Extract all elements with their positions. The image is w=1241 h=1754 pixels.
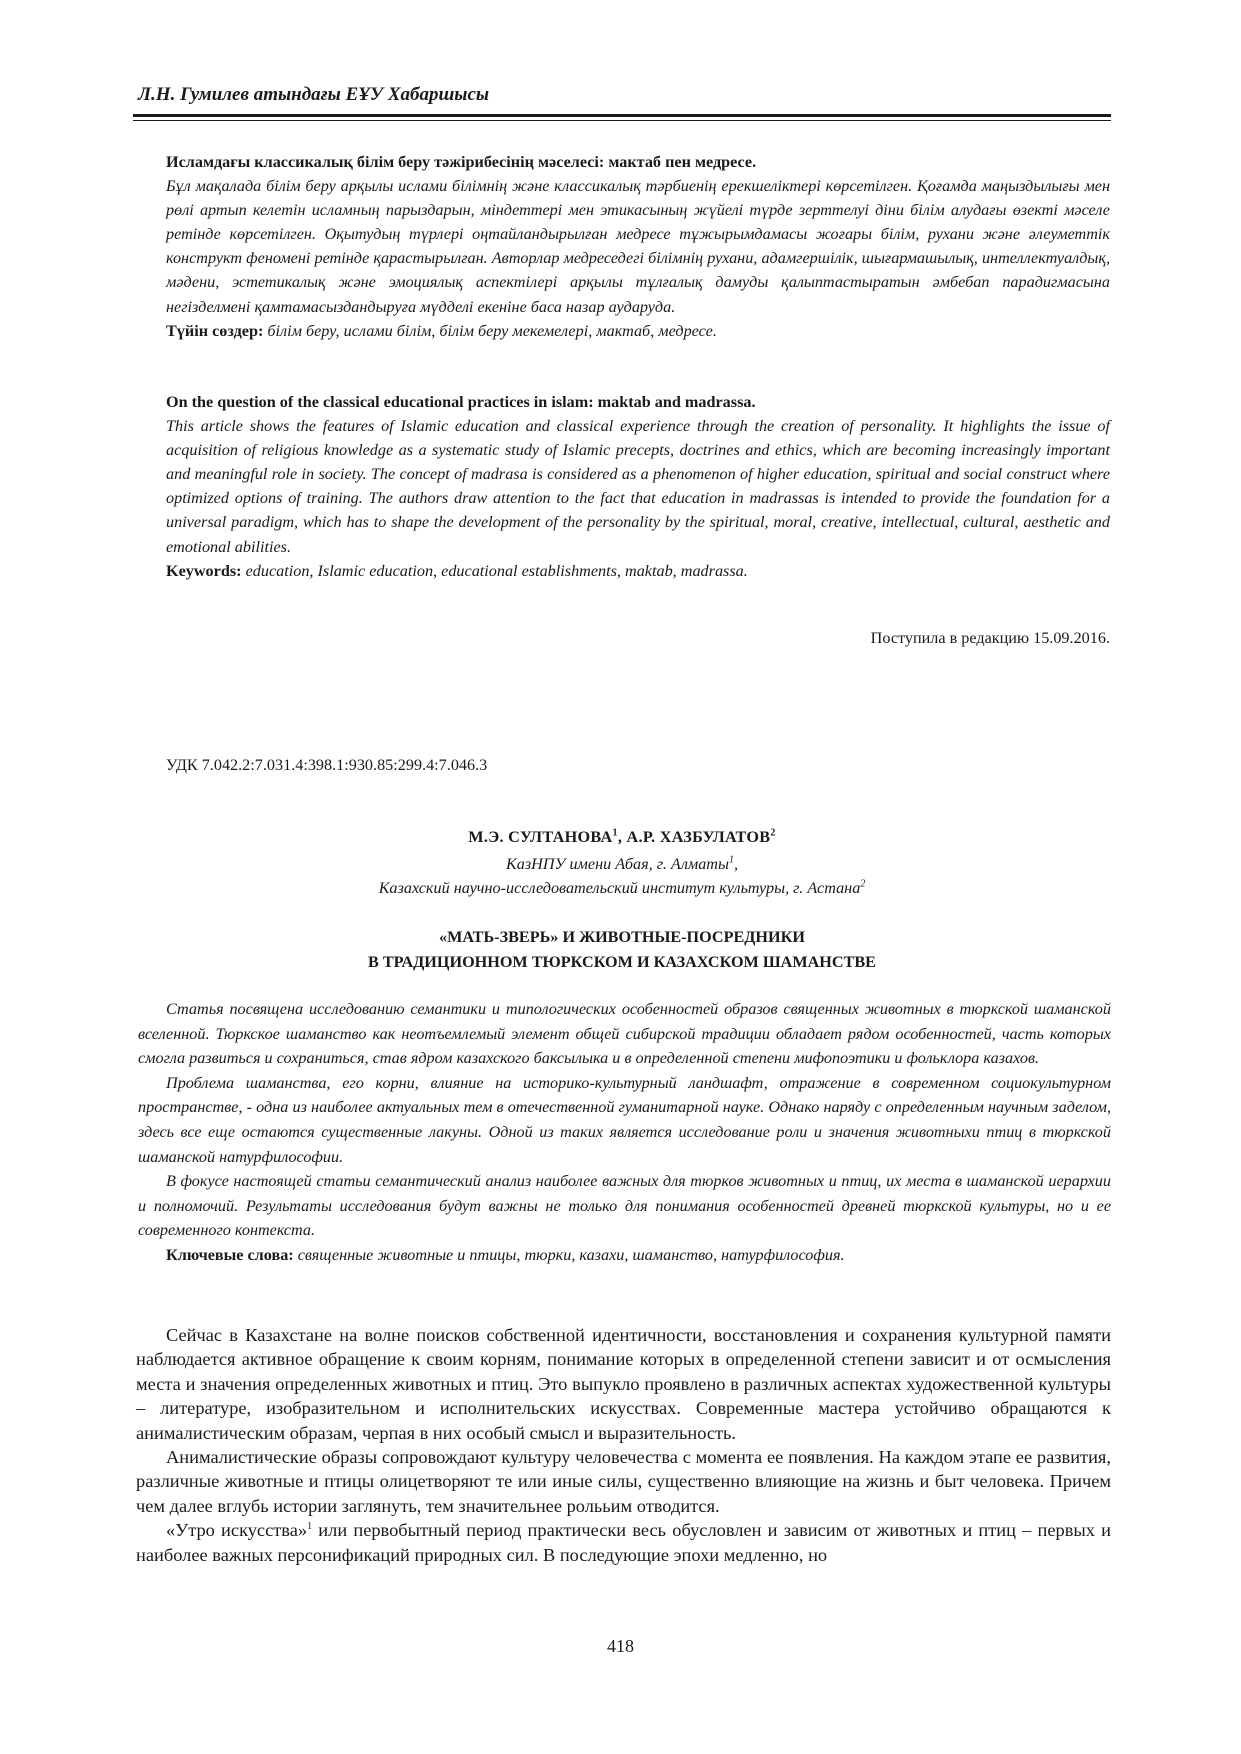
kazakh-abstract-body: Бұл мақалада білім беру арқылы ислами білімнің және классикалық тәрбиенің ерекшеліктері көрсетілген. Қоғамда маңыздылығы мен рөлі артып келетін исламның парыздарын, міндеттері мен этикасының жүйелі түрде зерттелуі діни білім алудағы өзекті мәселе ретінде көрсетілген. Оқытудың түрлері оңтайландырылған медресе тұжырымдамасы жоғары білім, рухани және әлеуметтік конструкт феномені ретінде қарастырылған. Авторлар медреседегі білімнің рухани, адамгершілік, шығармашылық, интеллектуалдық, мәдени, эстетикалық және эмоциялық аспектілері арқылы тұлғалық дамуды қалыптастыратын әмбебап парадигмасына негізделмені қамтамасыздандыруға мүдделі екеніне баса назар аударуда. (166, 177, 1110, 316)
article-body (136, 1323, 1111, 1567)
author-1: М.Э. СУЛТАНОВА (468, 828, 613, 846)
affiliation-2-text: Казахский научно-исследовательский институт культуры, г. Астана (378, 879, 861, 897)
english-keywords-list: education, Islamic education, educational establishments, maktab, madrassa. (245, 561, 748, 580)
affiliation-2 (133, 879, 1111, 898)
kazakh-keywords (166, 319, 1110, 343)
author-separator: , (617, 828, 627, 846)
footnote-ref-1: 1 (307, 1521, 313, 1533)
body-paragraph-2: Анималистические образы сопровождают культуру человечества с момента ее появления. На каждом этапе ее развития, различные животные и птицы олицетворяют те или иные силы, существенно влияющие на жизнь и быт человека. Причем чем далее вглубь истории заглянуть, тем значительнее ролььим отводится. (136, 1447, 1111, 1516)
author-2-sup: 2 (770, 827, 776, 839)
russian-keywords (138, 1243, 1111, 1268)
header-rule-thick (133, 114, 1111, 117)
author-2: А.Р. ХАЗБУЛАТОВ (626, 828, 771, 846)
article-title-line-1: «МАТЬ-ЗВЕРЬ» И ЖИВОТНЫЕ-ПОСРЕДНИКИ (439, 928, 805, 946)
kazakh-keywords-list: білім беру, ислами білім, білім беру мекемелері, мактаб, медресе. (267, 321, 717, 340)
affiliation-2-sup: 2 (860, 878, 866, 890)
running-title: Л.Н. Гумилев атындағы ЕҰУ Хабаршысы (138, 84, 490, 105)
author-1-sup: 1 (612, 827, 618, 839)
body-paragraph-3-start: «Утро искусства» (166, 1520, 308, 1541)
body-paragraph-3-rest: или первобытный период практически весь обусловлен и зависим от животных и птиц – первых и наиболее важных персонификаций природных сил. В последующие эпохи медленно, но (136, 1520, 1111, 1565)
russian-keywords-label: Ключевые слова: (166, 1245, 294, 1264)
english-keywords (166, 559, 1110, 583)
article-title-line-2: В ТРАДИЦИОННОМ ТЮРКСКОМ И КАЗАХСКОМ ШАМАНСТВЕ (368, 953, 876, 971)
page-number: 418 (607, 1636, 634, 1656)
header-rule-thin (133, 120, 1111, 121)
affiliation-1: КазНПУ имени Абая, г. Алматы$^1$, (505, 854, 739, 873)
authors-line (133, 828, 1111, 847)
received-date: Поступила в редакцию 15.09.2016. (870, 629, 1110, 647)
russian-abstract-p3: В фокусе настоящей статьи семантический анализ наиболее важных для тюрков животных и птиц, их места в шаманской иерархии и полномочий. Результаты исследования будут важны не только для понимания особенностей древней тюркской культуры, но и ее современного контекста. (138, 1172, 1111, 1240)
english-abstract (166, 390, 1110, 583)
russian-keywords-list: священные животные и птицы, тюрки, казахи, шаманство, натурфилософия. (297, 1245, 845, 1264)
kazakh-keywords-label: Түйін сөздер: (166, 321, 264, 340)
russian-abstract (138, 997, 1111, 1268)
article-title (133, 925, 1111, 975)
body-paragraph-3 (136, 1518, 1111, 1567)
russian-abstract-p2: Проблема шаманства, его корни, влияние на историко-культурный ландшафт, отражение в современном социокультурном пространстве, - одна из наиболее актуальных тем в отечественной гуманитарной науке. Однако наряду с определенным научным заделом, здесь все еще остаются существенные лакуны. Одной из таких является исследование роли и значения животныхи птиц в тюркской шаманской натурфилософии. (138, 1073, 1111, 1166)
kazakh-abstract (166, 150, 1110, 343)
russian-abstract-p1: Статья посвящена исследованию семантики и типологических особенностей образов священных животных в тюркской шаманской вселенной. Тюркское шаманство как неотъемлемый элемент общей сибирской традиции обладает рядом особенностей, часть которых смогла развиться и сохраниться, став ядром казахского баксылыка и в определенной степени мифопоэтики и фольклора казахов. (138, 1000, 1111, 1068)
udk-code: УДК 7.042.2:7.031.4:398.1:930.85:299.4:7.046.3 (166, 756, 488, 774)
english-abstract-title: On the question of the classical educational practices in islam: maktab and madrassa. (166, 393, 756, 411)
english-abstract-body: This article shows the features of Islamic education and classical experience through the creation of personality. It highlights the issue of acquisition of religious knowledge as a systematic study of Islamic precepts, doctrines and ethics, which are becoming increasingly important and meaningful role in society. The concept of madrasa is considered as a phenomenon of higher education, spiritual and social construct where optimized options of training. The authors draw attention to the fact that education in madrassas is intended to provide the foundation for a universal paradigm, which has to shape the development of the personality by the spiritual, moral, creative, intellectual, cultural, aesthetic and emotional abilities. (166, 417, 1110, 556)
affiliation-1-text: КазНПУ имени Абая, г. Алматы (505, 855, 729, 873)
body-paragraph-1: Сейчас в Казахстане на волне поисков собственной идентичности, восстановления и сохранения культурной памяти наблюдается активное обращение к своим корням, понимание которых в определенной степени зависит и от осмысления места и значения определенных животных и птиц. Это выпукло проявлено в различных аспектах художественной культуры – литературе, изобразительном и исполнительских искусствах. Современные мастера устойчиво обращаются к анималистическим образам, черпая в них особый смысл и выразительность. (136, 1325, 1111, 1443)
english-keywords-label: Keywords: (166, 561, 242, 580)
affiliation-1-sup: 1 (728, 854, 734, 866)
kazakh-abstract-title: Исламдағы классикалық білім беру тәжірибесінің мәселесі: мактаб пен медресе. (166, 153, 757, 171)
